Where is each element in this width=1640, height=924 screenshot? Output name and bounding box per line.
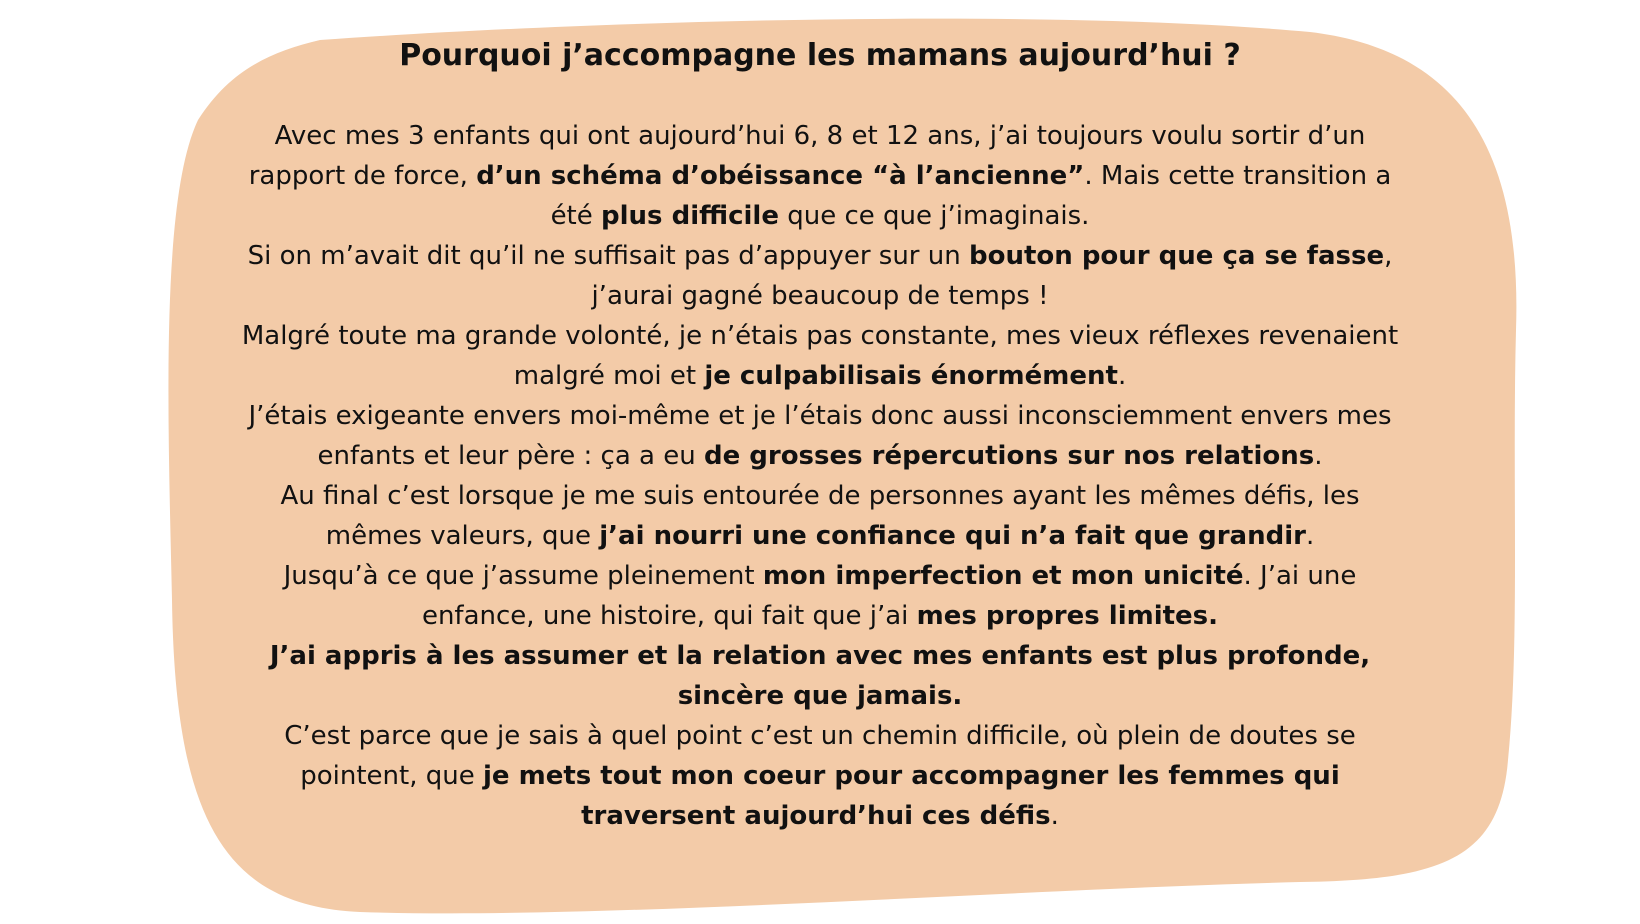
- paragraph-5: [240, 476, 1400, 556]
- text-segment: Avec mes 3 enfants qui ont aujourd’hui 6, 8 et 12 ans, j’ai toujours voulu sortir d’un rapport de force,: [248, 121, 1366, 191]
- bold-text-segment: j’ai nourri une confiance qui n’a fait que grandir: [599, 521, 1306, 551]
- paragraph-1: [240, 116, 1400, 236]
- bold-text-segment: je culpabilisais énormément: [704, 361, 1118, 391]
- bold-text-segment: plus difficile: [601, 201, 779, 231]
- text-segment: J’étais exigeante envers moi-même et je l’étais donc aussi inconsciemment envers mes enfants et leur père : ça a eu: [248, 401, 1392, 471]
- text-segment: .: [1050, 801, 1059, 831]
- paragraph-3: [240, 316, 1400, 396]
- body-text: [240, 116, 1400, 836]
- bold-text-segment: de grosses répercutions sur nos relations: [703, 441, 1315, 471]
- paragraph-7: [240, 636, 1400, 716]
- text-segment: . Mais cette transition a été: [550, 161, 1392, 231]
- text-segment: C’est parce que je sais à quel point c’est un chemin difficile, où plein de doutes se pointent, que: [284, 721, 1356, 791]
- text-block: [240, 34, 1400, 836]
- text-segment: Au final c’est lorsque je me suis entourée de personnes ayant les mêmes défis, les mêmes valeurs, que: [280, 481, 1360, 551]
- text-segment: Malgré toute ma grande volonté, je n’étais pas constante, mes vieux réflexes revenaient malgré moi et: [241, 321, 1399, 391]
- bold-text-segment: mes propres limites.: [916, 601, 1219, 631]
- paragraph-2: [240, 236, 1400, 316]
- text-segment: .: [1314, 441, 1323, 471]
- bold-text-segment: mon imperfection et mon unicité: [762, 561, 1244, 591]
- page-title: Pourquoi j’accompagne les mamans aujourd’hui ?: [399, 38, 1241, 73]
- bold-text-segment: J’ai appris à les assumer et la relation avec mes enfants est plus profonde, sincère que jamais.: [269, 641, 1371, 711]
- text-segment: .: [1117, 361, 1127, 391]
- text-segment: Jusqu’à ce que j’assume pleinement: [283, 561, 763, 591]
- bold-text-segment: je mets tout mon coeur pour accompagner les femmes qui traversent aujourd’hui ces défis: [483, 761, 1340, 831]
- text-segment: , j’aurai gagné beaucoup de temps !: [591, 241, 1393, 311]
- text-segment: .: [1305, 521, 1315, 551]
- paragraph-6: [240, 556, 1400, 636]
- text-segment: que ce que j’imaginais.: [778, 201, 1090, 231]
- bold-text-segment: bouton pour que ça se fasse: [968, 241, 1385, 271]
- text-segment: . J’ai une enfance, une histoire, qui fait que j’ai: [421, 561, 1357, 631]
- paragraph-4: [240, 396, 1400, 476]
- text-segment: Si on m’avait dit qu’il ne suffisait pas d’appuyer sur un: [247, 241, 969, 271]
- bold-text-segment: d’un schéma d’obéissance “à l’ancienne”: [476, 161, 1085, 191]
- paragraph-8: [240, 716, 1400, 836]
